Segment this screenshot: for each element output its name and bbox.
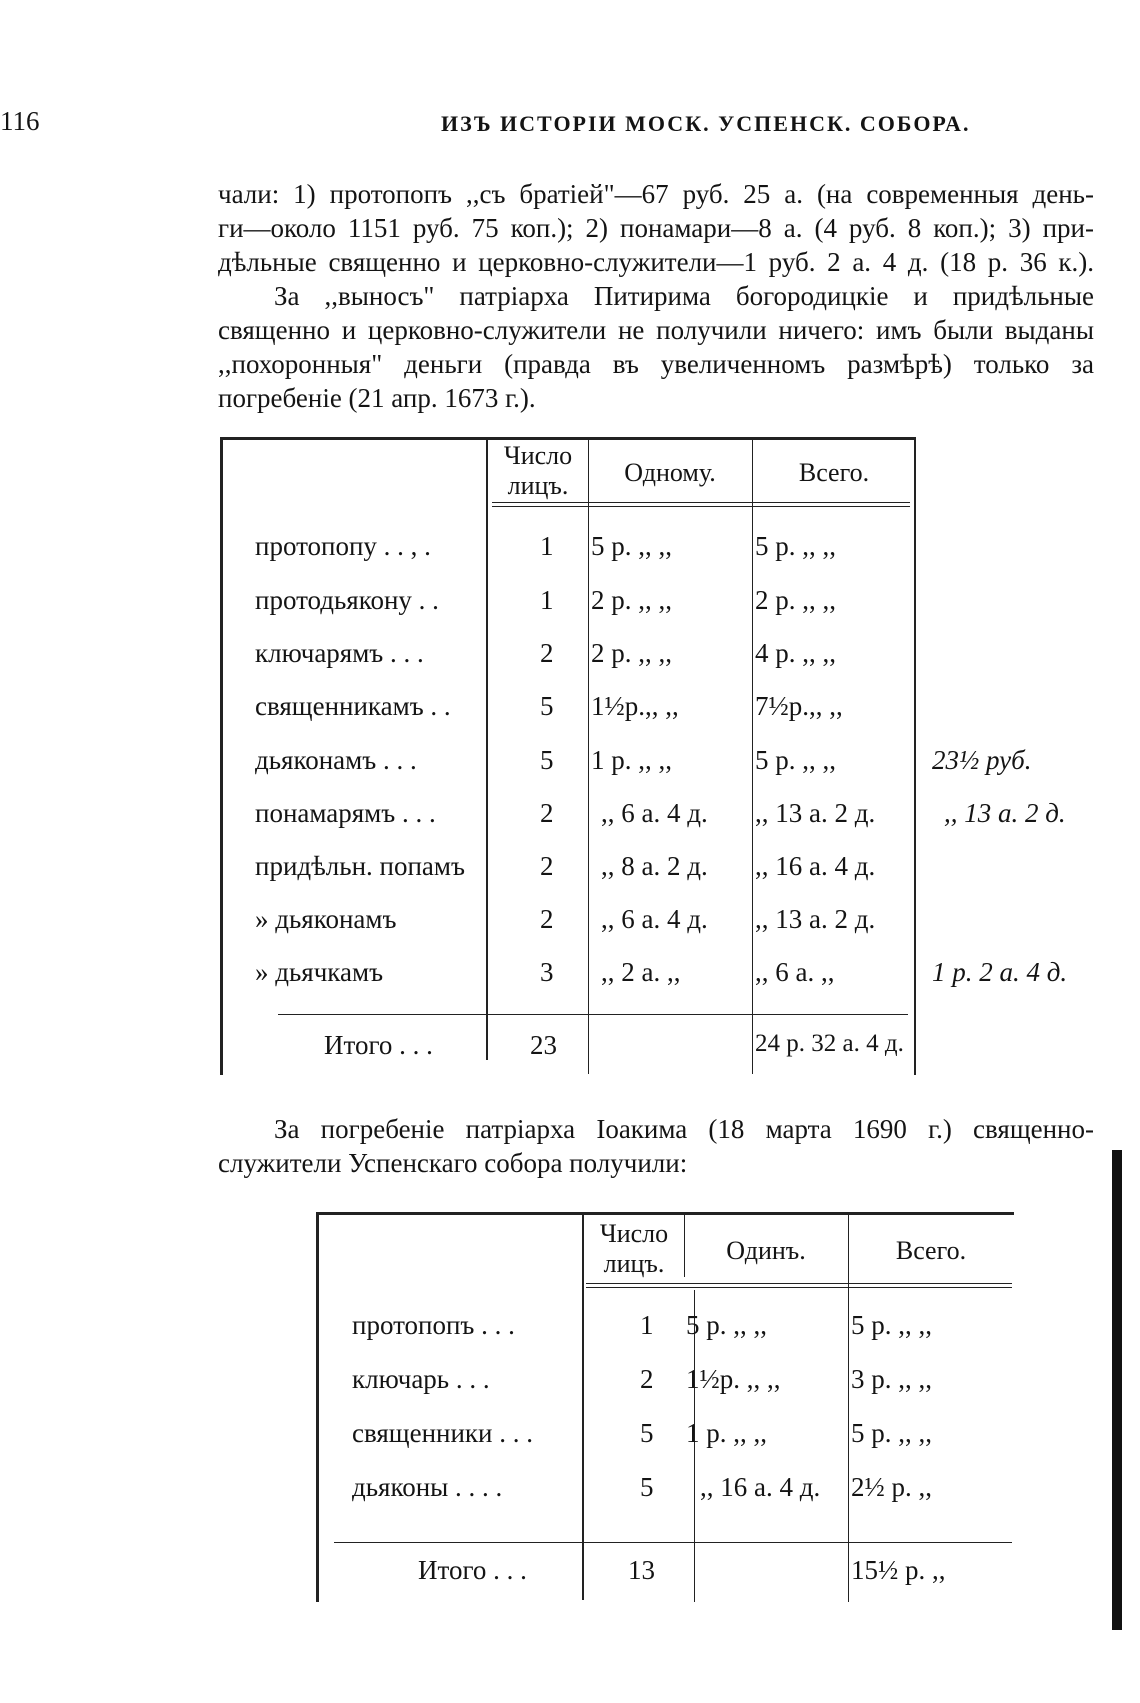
total-count: 23 <box>530 1030 557 1060</box>
count-cell: 5 <box>540 691 554 721</box>
all-cell: 2 р. ,, ,, <box>755 585 836 615</box>
column-rule <box>848 1215 849 1602</box>
all-cell: 5 р. ,, ,, <box>755 745 836 775</box>
count-cell: 1 <box>540 531 554 561</box>
row-label: дьяконы . . . . <box>352 1472 503 1502</box>
text-line: священно и церковно-служители не получили ничего: имъ были выданы <box>218 315 1094 345</box>
scan-edge <box>1112 1150 1122 1630</box>
margin-note: 23½ руб. <box>932 745 1032 775</box>
text-line: ги—около 1151 руб. 75 коп.); 2) понамари—8 а. (4 руб. 8 коп.); 3) при- <box>218 213 1094 243</box>
row-label: понамарямъ . . . <box>255 798 436 828</box>
column-rule <box>752 440 753 1074</box>
table-top-rule <box>222 437 916 440</box>
row-label: протопопу . . , . <box>255 531 431 561</box>
total-rule <box>278 1014 908 1015</box>
all-cell: ,, 13 а. 2 д. <box>755 798 876 828</box>
column-header: Число лицъ. <box>503 441 573 500</box>
total-label: Итого . . . <box>418 1555 527 1585</box>
total-all: 24 р. 32 а. 4 д. <box>755 1030 904 1057</box>
page-number: 116 <box>0 106 40 136</box>
all-cell: 4 р. ,, ,, <box>755 638 836 668</box>
count-cell: 2 <box>540 851 554 881</box>
all-cell: 2½ р. ,, <box>851 1472 932 1502</box>
total-all: 15½ р. ,, <box>851 1555 946 1585</box>
one-cell: 2 р. ,, ,, <box>591 585 672 615</box>
all-cell: ,, 13 а. 2 д. <box>755 904 876 934</box>
header-rule <box>492 502 910 503</box>
column-header: Одинъ. <box>726 1236 806 1265</box>
column-header: Одному. <box>624 458 716 487</box>
row-label: священникамъ . . <box>255 691 451 721</box>
one-cell: 5 р. ,, ,, <box>591 531 672 561</box>
column-header: Всего. <box>895 1236 967 1265</box>
count-cell: 2 <box>640 1364 654 1394</box>
one-cell: ,, 6 а. 4 д. <box>601 798 708 828</box>
count-cell: 3 <box>540 957 554 987</box>
total-rule <box>334 1542 1012 1543</box>
all-cell: 7½р.,, ,, <box>755 691 843 721</box>
all-cell: ,, 6 а. ,, <box>755 957 835 987</box>
row-label: ключарь . . . <box>352 1364 490 1394</box>
header-rule <box>586 1283 1012 1284</box>
one-cell: 1½р. ,, ,, <box>686 1364 781 1394</box>
count-cell: 1 <box>540 585 554 615</box>
text-line: служители Успенскаго собора получили: <box>218 1148 688 1178</box>
row-label: протодьякону . . <box>255 585 439 615</box>
count-cell: 2 <box>540 798 554 828</box>
text-line: ,,похоронныя" деньги (правда въ увеличенномъ размѣрѣ) только за <box>218 349 1094 379</box>
count-cell: 5 <box>540 745 554 775</box>
table-top-rule <box>318 1212 1014 1215</box>
row-label: дьяконамъ . . . <box>255 745 417 775</box>
count-cell: 2 <box>540 638 554 668</box>
text-line: За ,,выносъ" патрiарха Питирима богородицкiе и придѣльные <box>274 281 1094 311</box>
all-cell: 5 р. ,, ,, <box>851 1418 932 1448</box>
row-label: протопопъ . . . <box>352 1310 515 1340</box>
table-left-border <box>220 437 223 1075</box>
one-cell: 1 р. ,, ,, <box>686 1418 767 1448</box>
one-cell: ,, 8 а. 2 д. <box>601 851 708 881</box>
one-cell: 5 р. ,, ,, <box>686 1310 767 1340</box>
margin-note: 1 р. 2 а. 4 д. <box>932 957 1068 987</box>
total-count: 13 <box>628 1555 655 1585</box>
row-label: » дьячкамъ <box>255 957 384 987</box>
header-rule <box>586 1287 1012 1288</box>
column-header: Число лицъ. <box>599 1219 669 1278</box>
one-cell: ,, 16 а. 4 д. <box>700 1472 821 1502</box>
margin-note: ,, 13 а. 2 д. <box>944 798 1066 828</box>
count-cell: 1 <box>640 1310 654 1340</box>
total-label: Итого . . . <box>324 1030 433 1060</box>
one-cell: 2 р. ,, ,, <box>591 638 672 668</box>
column-header: Всего. <box>798 458 870 487</box>
count-cell: 5 <box>640 1472 654 1502</box>
header-rule <box>492 506 910 507</box>
text-line: погребенiе (21 апр. 1673 г.). <box>218 383 536 413</box>
all-cell: 5 р. ,, ,, <box>755 531 836 561</box>
column-rule <box>914 440 916 1075</box>
count-cell: 2 <box>540 904 554 934</box>
count-cell: 5 <box>640 1418 654 1448</box>
row-label: ключарямъ . . . <box>255 638 424 668</box>
row-label: священники . . . <box>352 1418 533 1448</box>
column-rule <box>588 440 589 1074</box>
one-cell: ,, 2 а. ,, <box>601 957 681 987</box>
row-label: » дьяконамъ <box>255 904 397 934</box>
text-line: За погребенiе патрiарха Iоакима (18 марта 1690 г.) священно- <box>274 1114 1094 1144</box>
one-cell: 1½р.,, ,, <box>591 691 679 721</box>
text-line: чали: 1) протопопъ ,,съ братiей"—67 руб. 25 а. (на современныя день- <box>218 179 1094 209</box>
all-cell: ,, 16 а. 4 д. <box>755 851 876 881</box>
column-rule <box>684 1215 685 1277</box>
text-line: дѣльные священно и церковно-служители—1 руб. 2 а. 4 д. (18 р. 36 к.). <box>218 247 1094 277</box>
table-left-border <box>316 1212 319 1602</box>
one-cell: ,, 6 а. 4 д. <box>601 904 708 934</box>
row-label: придѣльн. попамъ <box>255 851 465 881</box>
running-title: ИЗЪ ИСТОРIИ МОСК. УСПЕНСК. СОБОРА. <box>441 111 971 136</box>
one-cell: 1 р. ,, ,, <box>591 745 672 775</box>
column-rule <box>486 440 488 1060</box>
all-cell: 5 р. ,, ,, <box>851 1310 932 1340</box>
all-cell: 3 р. ,, ,, <box>851 1364 932 1394</box>
